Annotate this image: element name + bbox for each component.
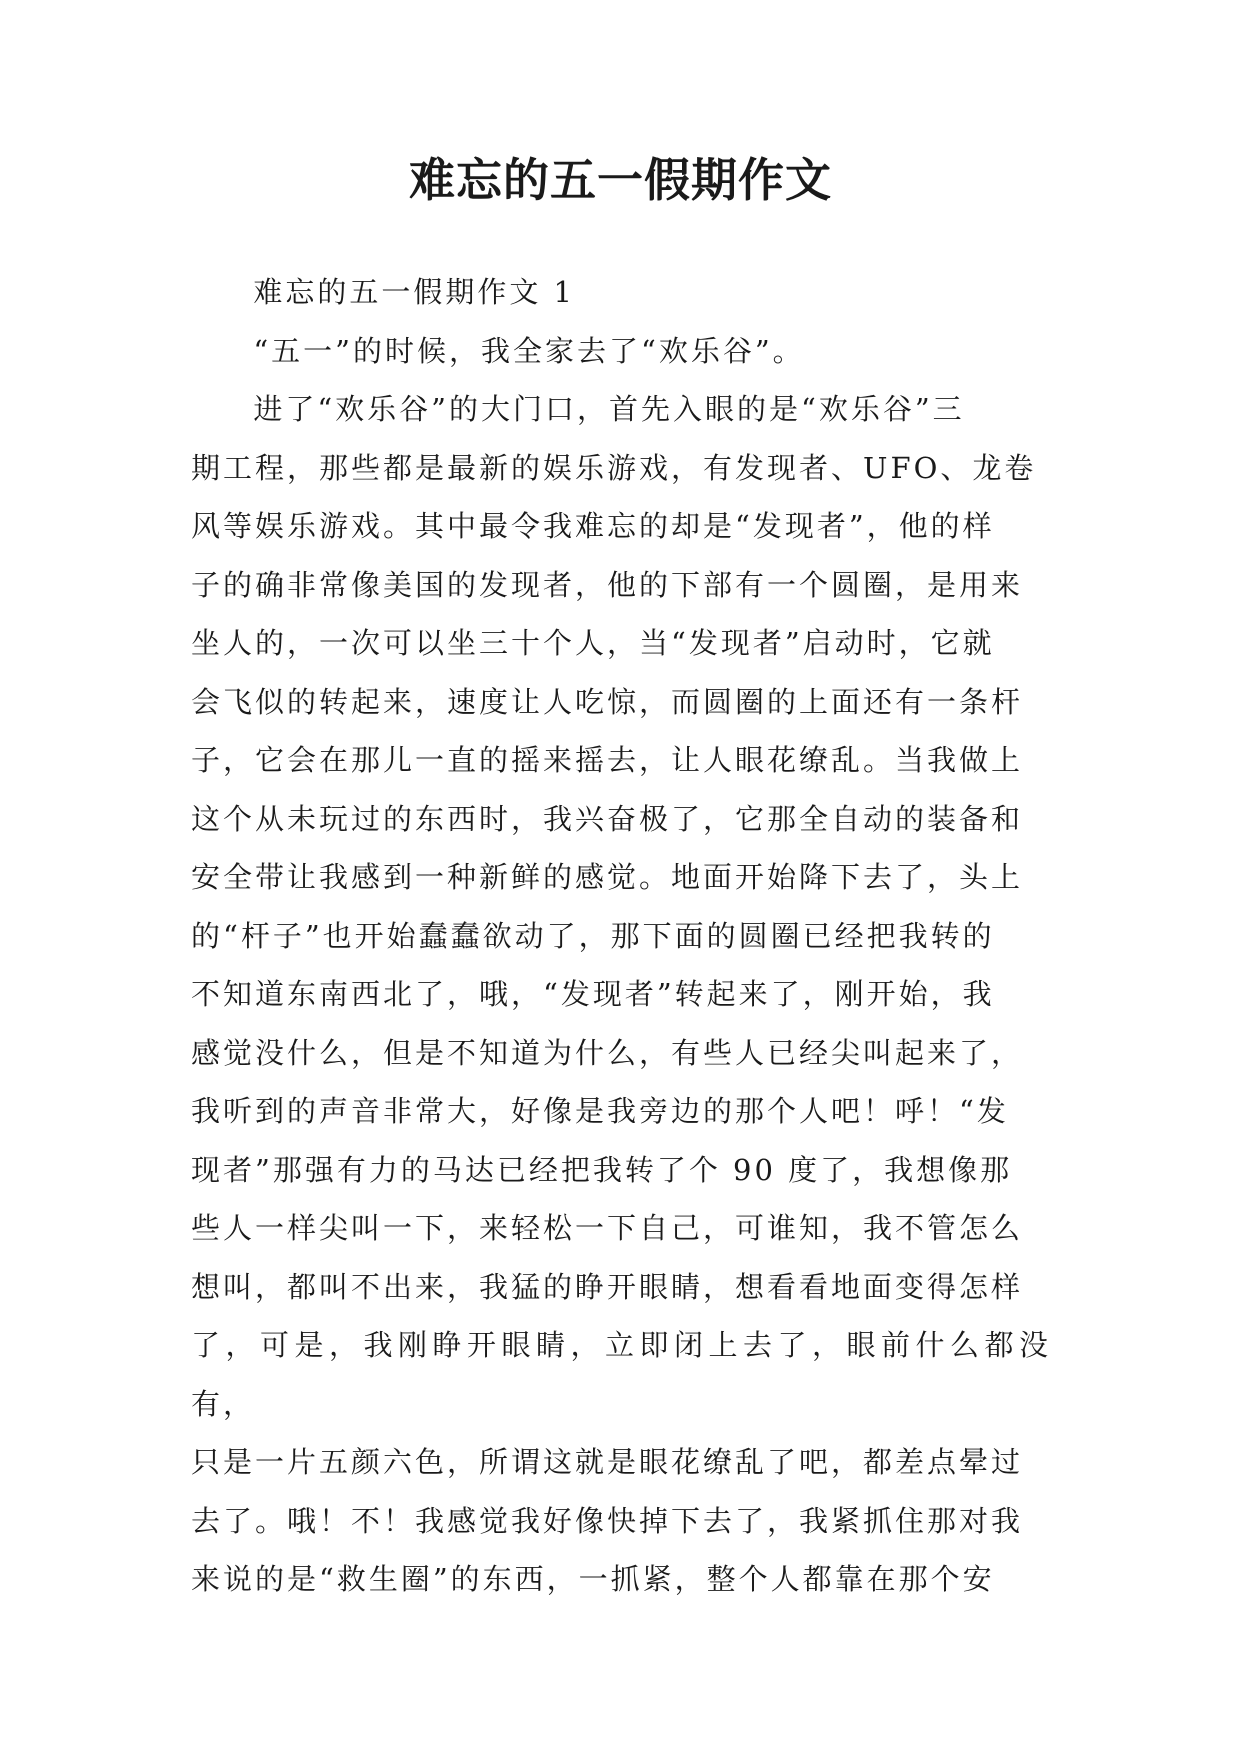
paragraph-heading: 难忘的五一假期作文 1 — [253, 275, 576, 309]
paragraph-main: 进了“欢乐谷”的大门口，首先入眼的是“欢乐谷”三 期工程，那些都是最新的娱乐游戏，有发现者、UFO、龙卷 风等娱乐游戏。其中最令我难忘的却是“发现者”，他的样 子的确非常像美国的发现者，他的下部有一个圆圈，是用来 坐人的，一次可以坐三十个人，当“发现者”启动时，它就 会飞似的转起来，速度让人吃惊，而圆圈的上面还有一条杆 子，它会在那儿一直的摇来摇去，让人眼花缭乱。当我做上 这个从未玩过的东西时，我兴奋极了，它那全自动的装备和 安全带让我感到一种新鲜的感觉。地面开始降下去了，头上 的“杆子”也开始蠢蠢欲动了，那下面的圆圈已经把我转的 不知道东南西北了，哦，“发现者”转起来了，刚开始，我 感觉没什么，但是不知道为什么，有些人已经尖叫起来了， 我听到的声音非常大，好像是我旁边的那个人吧！呼！“发 现者”那强有力的马达已经把我转了个 90 度了，我想像那 些人一样尖叫一下，来轻松一下自己，可谁知，我不管怎么 想叫，都叫不出来，我猛的睁开眼睛，想看看地面变得怎样 了，可是，我刚睁开眼睛，立即闭上去了，眼前什么都没有， 只是一片五颜六色，所谓这就是眼花缭乱了吧，都差点晕过 去了。哦！不！我感觉我好像快掉下去了，我紧抓住那对我 来说的是“救生圈”的东西，一抓紧，整个人都靠在那个安 — [191, 392, 1051, 1596]
document-body — [191, 263, 1051, 1609]
paragraph-intro: “五一”的时候，我全家去了“欢乐谷”。 — [253, 333, 805, 368]
document-title: 难忘的五一假期作文 — [409, 153, 832, 207]
